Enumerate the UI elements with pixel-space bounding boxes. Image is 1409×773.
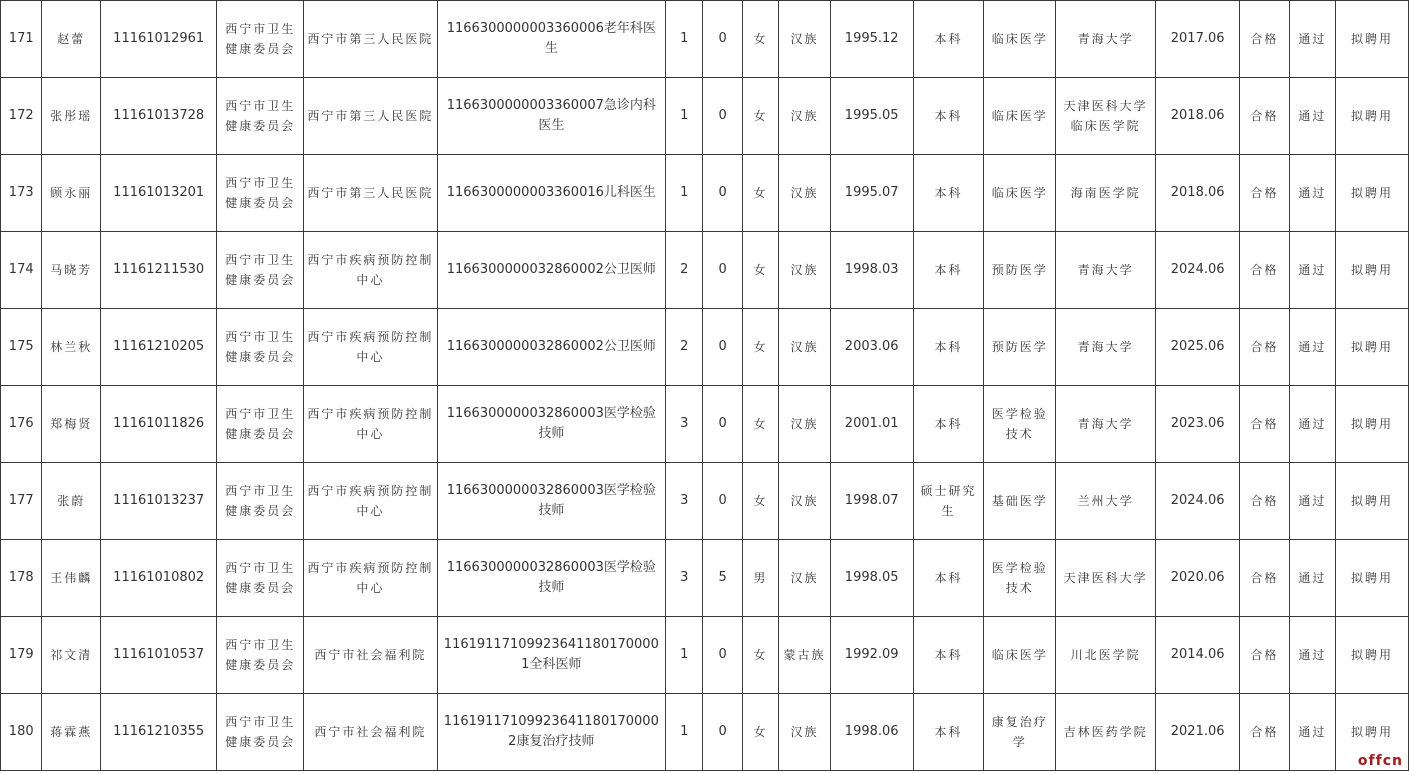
cell-seq: 177	[1, 463, 42, 540]
cell-grad: 2024.06	[1156, 463, 1240, 540]
cell-bonus: 0	[703, 386, 742, 463]
cell-bonus: 0	[703, 78, 742, 155]
cell-dept: 西宁市卫生健康委员会	[217, 386, 304, 463]
cell-exam: 合格	[1240, 309, 1290, 386]
cell-birth: 1998.05	[830, 540, 913, 617]
cell-birth: 2003.06	[830, 309, 913, 386]
cell-grad: 2017.06	[1156, 1, 1240, 78]
cell-review: 通过	[1289, 694, 1335, 771]
cell-plan: 1	[666, 617, 703, 694]
cell-name: 张蔚	[42, 463, 101, 540]
cell-post: 1166300000003360016儿科医生	[437, 155, 665, 232]
cell-birth: 1998.07	[830, 463, 913, 540]
cell-unit: 西宁市社会福利院	[304, 694, 437, 771]
cell-seq: 176	[1, 386, 42, 463]
cell-seq: 175	[1, 309, 42, 386]
cell-bonus: 0	[703, 463, 742, 540]
cell-ethnicity: 汉族	[779, 78, 831, 155]
cell-bonus: 0	[703, 1, 742, 78]
cell-post: 1166300000032860003医学检验技师	[437, 463, 665, 540]
cell-review: 通过	[1289, 309, 1335, 386]
cell-grad: 2025.06	[1156, 309, 1240, 386]
cell-ethnicity: 汉族	[779, 1, 831, 78]
cell-unit: 西宁市第三人民医院	[304, 78, 437, 155]
cell-unit: 西宁市第三人民医院	[304, 1, 437, 78]
cell-school: 吉林医药学院	[1056, 694, 1156, 771]
cell-dept: 西宁市卫生健康委员会	[217, 155, 304, 232]
cell-plan: 1	[666, 1, 703, 78]
cell-name: 王伟麟	[42, 540, 101, 617]
cell-ticket: 11161210355	[101, 694, 217, 771]
cell-grad: 2018.06	[1156, 155, 1240, 232]
cell-name: 马晓芳	[42, 232, 101, 309]
cell-seq: 172	[1, 78, 42, 155]
cell-school: 青海大学	[1056, 309, 1156, 386]
table-row	[1, 232, 1409, 309]
cell-post: 116191171099236411801700001全科医师	[437, 617, 665, 694]
cell-education: 本科	[913, 694, 984, 771]
cell-ethnicity: 蒙古族	[779, 617, 831, 694]
cell-gender: 女	[742, 1, 778, 78]
cell-major: 康复治疗学	[984, 694, 1056, 771]
cell-dept: 西宁市卫生健康委员会	[217, 232, 304, 309]
cell-exam: 合格	[1240, 617, 1290, 694]
cell-gender: 女	[742, 386, 778, 463]
cell-ticket: 11161210205	[101, 309, 217, 386]
table-row	[1, 617, 1409, 694]
cell-ticket: 11161013728	[101, 78, 217, 155]
cell-ethnicity: 汉族	[779, 540, 831, 617]
table-row	[1, 463, 1409, 540]
cell-major: 临床医学	[984, 155, 1056, 232]
cell-gender: 女	[742, 232, 778, 309]
cell-plan: 1	[666, 155, 703, 232]
cell-major: 预防医学	[984, 309, 1056, 386]
cell-birth: 1998.06	[830, 694, 913, 771]
cell-review: 通过	[1289, 232, 1335, 309]
cell-dept: 西宁市卫生健康委员会	[217, 309, 304, 386]
cell-school: 川北医学院	[1056, 617, 1156, 694]
cell-birth: 1995.12	[830, 1, 913, 78]
cell-gender: 男	[742, 540, 778, 617]
cell-major: 预防医学	[984, 232, 1056, 309]
cell-exam: 合格	[1240, 540, 1290, 617]
cell-gender: 女	[742, 155, 778, 232]
cell-grad: 2014.06	[1156, 617, 1240, 694]
cell-exam: 合格	[1240, 386, 1290, 463]
cell-grad: 2024.06	[1156, 232, 1240, 309]
cell-education: 本科	[913, 386, 984, 463]
cell-result: 拟聘用	[1336, 463, 1409, 540]
cell-education: 硕士研究生	[913, 463, 984, 540]
cell-school: 兰州大学	[1056, 463, 1156, 540]
table-row	[1, 1, 1409, 78]
cell-review: 通过	[1289, 463, 1335, 540]
cell-school: 海南医学院	[1056, 155, 1156, 232]
cell-result: 拟聘用	[1336, 540, 1409, 617]
cell-ticket: 11161013237	[101, 463, 217, 540]
cell-ethnicity: 汉族	[779, 309, 831, 386]
cell-ethnicity: 汉族	[779, 463, 831, 540]
cell-bonus: 0	[703, 309, 742, 386]
cell-gender: 女	[742, 694, 778, 771]
cell-name: 顾永丽	[42, 155, 101, 232]
cell-exam: 合格	[1240, 694, 1290, 771]
cell-education: 本科	[913, 540, 984, 617]
cell-review: 通过	[1289, 617, 1335, 694]
table-row	[1, 155, 1409, 232]
cell-unit: 西宁市疾病预防控制中心	[304, 309, 437, 386]
cell-name: 祁文清	[42, 617, 101, 694]
cell-dept: 西宁市卫生健康委员会	[217, 617, 304, 694]
table-row	[1, 540, 1409, 617]
cell-plan: 1	[666, 78, 703, 155]
watermark-logo: offcn	[1357, 753, 1403, 769]
cell-result: 拟聘用	[1336, 78, 1409, 155]
cell-birth: 1992.09	[830, 617, 913, 694]
cell-unit: 西宁市疾病预防控制中心	[304, 386, 437, 463]
cell-exam: 合格	[1240, 78, 1290, 155]
cell-result: 拟聘用	[1336, 694, 1409, 771]
cell-review: 通过	[1289, 155, 1335, 232]
cell-unit: 西宁市疾病预防控制中心	[304, 540, 437, 617]
cell-post: 1166300000032860003医学检验技师	[437, 386, 665, 463]
cell-grad: 2018.06	[1156, 78, 1240, 155]
cell-birth: 2001.01	[830, 386, 913, 463]
cell-dept: 西宁市卫生健康委员会	[217, 1, 304, 78]
cell-dept: 西宁市卫生健康委员会	[217, 78, 304, 155]
cell-name: 林兰秋	[42, 309, 101, 386]
cell-major: 临床医学	[984, 1, 1056, 78]
cell-education: 本科	[913, 78, 984, 155]
cell-ethnicity: 汉族	[779, 386, 831, 463]
cell-birth: 1995.07	[830, 155, 913, 232]
cell-review: 通过	[1289, 78, 1335, 155]
cell-review: 通过	[1289, 386, 1335, 463]
cell-bonus: 0	[703, 232, 742, 309]
table-row	[1, 694, 1409, 771]
cell-review: 通过	[1289, 540, 1335, 617]
cell-gender: 女	[742, 309, 778, 386]
cell-result: 拟聘用	[1336, 617, 1409, 694]
cell-school: 青海大学	[1056, 386, 1156, 463]
cell-exam: 合格	[1240, 1, 1290, 78]
cell-education: 本科	[913, 617, 984, 694]
cell-plan: 2	[666, 309, 703, 386]
cell-dept: 西宁市卫生健康委员会	[217, 694, 304, 771]
table-row	[1, 309, 1409, 386]
cell-gender: 女	[742, 617, 778, 694]
cell-bonus: 0	[703, 155, 742, 232]
cell-birth: 1995.05	[830, 78, 913, 155]
cell-post: 1166300000032860002公卫医师	[437, 232, 665, 309]
cell-education: 本科	[913, 309, 984, 386]
cell-dept: 西宁市卫生健康委员会	[217, 540, 304, 617]
cell-post: 1166300000032860002公卫医师	[437, 309, 665, 386]
cell-ethnicity: 汉族	[779, 232, 831, 309]
cell-plan: 1	[666, 694, 703, 771]
cell-unit: 西宁市社会福利院	[304, 617, 437, 694]
cell-grad: 2020.06	[1156, 540, 1240, 617]
cell-post: 1166300000003360007急诊内科医生	[437, 78, 665, 155]
cell-bonus: 0	[703, 694, 742, 771]
cell-education: 本科	[913, 232, 984, 309]
cell-seq: 171	[1, 1, 42, 78]
cell-plan: 3	[666, 540, 703, 617]
cell-result: 拟聘用	[1336, 386, 1409, 463]
cell-bonus: 0	[703, 617, 742, 694]
cell-ticket: 11161010802	[101, 540, 217, 617]
cell-school: 青海大学	[1056, 232, 1156, 309]
cell-review: 通过	[1289, 1, 1335, 78]
cell-birth: 1998.03	[830, 232, 913, 309]
cell-post: 116191171099236411801700002康复治疗技师	[437, 694, 665, 771]
cell-name: 郑梅贤	[42, 386, 101, 463]
cell-major: 医学检验技术	[984, 540, 1056, 617]
cell-grad: 2023.06	[1156, 386, 1240, 463]
cell-school: 天津医科大学临床医学院	[1056, 78, 1156, 155]
cell-ticket: 11161011826	[101, 386, 217, 463]
cell-ticket: 11161010537	[101, 617, 217, 694]
cell-education: 本科	[913, 1, 984, 78]
cell-exam: 合格	[1240, 232, 1290, 309]
cell-unit: 西宁市第三人民医院	[304, 155, 437, 232]
cell-school: 青海大学	[1056, 1, 1156, 78]
cell-major: 临床医学	[984, 78, 1056, 155]
cell-result: 拟聘用	[1336, 309, 1409, 386]
cell-major: 临床医学	[984, 617, 1056, 694]
cell-major: 基础医学	[984, 463, 1056, 540]
cell-gender: 女	[742, 463, 778, 540]
cell-education: 本科	[913, 155, 984, 232]
cell-ethnicity: 汉族	[779, 155, 831, 232]
cell-result: 拟聘用	[1336, 1, 1409, 78]
cell-exam: 合格	[1240, 463, 1290, 540]
cell-bonus: 5	[703, 540, 742, 617]
cell-dept: 西宁市卫生健康委员会	[217, 463, 304, 540]
cell-ticket: 11161013201	[101, 155, 217, 232]
cell-seq: 178	[1, 540, 42, 617]
cell-plan: 2	[666, 232, 703, 309]
cell-ticket: 11161211530	[101, 232, 217, 309]
cell-name: 张彤瑶	[42, 78, 101, 155]
cell-post: 1166300000032860003医学检验技师	[437, 540, 665, 617]
cell-result: 拟聘用	[1336, 232, 1409, 309]
cell-grad: 2021.06	[1156, 694, 1240, 771]
cell-ticket: 11161012961	[101, 1, 217, 78]
cell-name: 赵蕾	[42, 1, 101, 78]
cell-seq: 174	[1, 232, 42, 309]
table-body	[1, 1, 1409, 771]
cell-gender: 女	[742, 78, 778, 155]
cell-unit: 西宁市疾病预防控制中心	[304, 232, 437, 309]
cell-unit: 西宁市疾病预防控制中心	[304, 463, 437, 540]
table-row	[1, 386, 1409, 463]
cell-plan: 3	[666, 463, 703, 540]
cell-post: 1166300000003360006老年科医生	[437, 1, 665, 78]
cell-result: 拟聘用	[1336, 155, 1409, 232]
cell-major: 医学检验技术	[984, 386, 1056, 463]
cell-exam: 合格	[1240, 155, 1290, 232]
table-row	[1, 78, 1409, 155]
cell-ethnicity: 汉族	[779, 694, 831, 771]
cell-seq: 173	[1, 155, 42, 232]
cell-name: 蒋霖燕	[42, 694, 101, 771]
cell-seq: 179	[1, 617, 42, 694]
cell-seq: 180	[1, 694, 42, 771]
cell-plan: 3	[666, 386, 703, 463]
cell-school: 天津医科大学	[1056, 540, 1156, 617]
